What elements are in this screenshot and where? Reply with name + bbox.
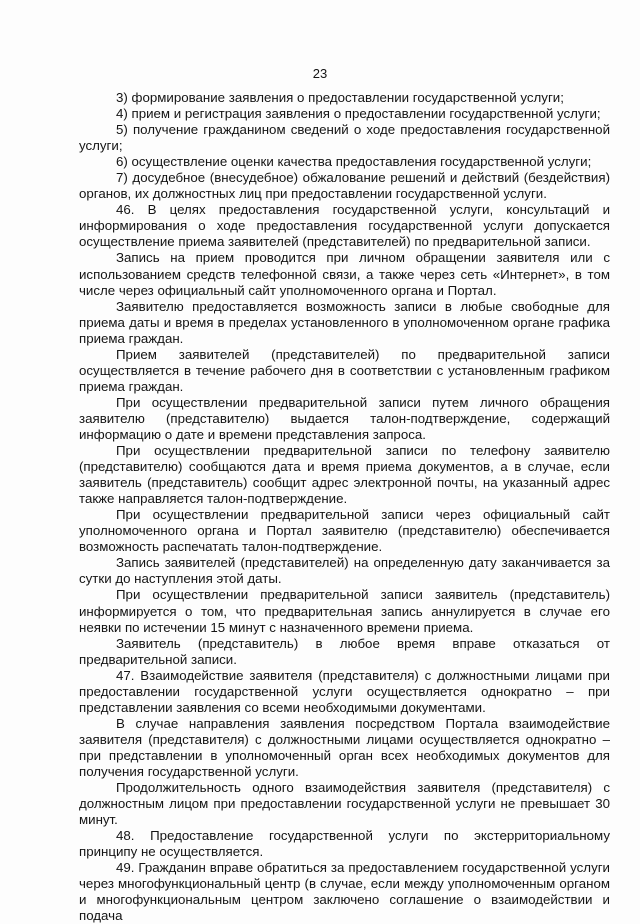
paragraph-by-phone: При осуществлении предварительной записи по телефону заявителю (представителю) сообщаются дата и время приема документов, а в случае, если заявитель (представитель) сообщит адрес электронной почты, на указанный адрес также направляется талон-подтверждение.: [79, 443, 610, 507]
paragraph-section-49: 49. Гражданин вправе обратиться за предоставлением государственной услуги через многофункциональный центр (в случае, если между уполномоченным органом и многофункциональным центром заключено соглашение о взаимодействии и подача: [79, 860, 610, 924]
paragraph-item-7: 7) досудебное (внесудебное) обжалование решений и действий (бездействия) органов, их должностных лиц при предоставлении государственной услуги.: [79, 170, 610, 202]
paragraph-reception-schedule: Прием заявителей (представителей) по предварительной записи осуществляется в течение рабочего дня в соответствии с установленным графиком приема граждан.: [79, 346, 610, 394]
paragraph-section-48: 48. Предоставление государственной услуги по экстерриториальному принципу не осуществляется.: [79, 828, 610, 860]
paragraph-via-portal: При осуществлении предварительной записи через официальный сайт уполномоченного органа и Портал заявителю (представителю) обеспечивается возможность распечатать талон-подтверждение.: [79, 507, 610, 555]
paragraph-no-show: При осуществлении предварительной записи заявитель (представитель) информируется о том, что предварительная запись аннулируется в случае его неявки по истечении 15 минут с назначенного времени приема.: [79, 587, 610, 635]
paragraph-item-3: 3) формирование заявления о предоставлении государственной услуги;: [116, 90, 564, 105]
paragraph-item-5: 5) получение гражданином сведений о ходе предоставления государственной услуги;: [79, 122, 610, 154]
paragraph-portal-interaction: В случае направления заявления посредством Портала взаимодействие заявителя (представителя) с должностными лицами осуществляется однократно – при представлении в уполномоченный орган всех необходимых документов для получения государственной услуги.: [79, 715, 610, 779]
paragraph-item-6: 6) осуществление оценки качества предоставления государственной услуги;: [116, 154, 592, 170]
document-body: [79, 90, 610, 924]
paragraph-appointment-availability: Заявителю предоставляется возможность записи в любые свободные для приема даты и время в пределах установленного в уполномоченном органе графика приема граждан.: [79, 298, 610, 346]
paragraph-booking-deadline: Запись заявителей (представителей) на определенную дату заканчивается за сутки до наступления этой даты.: [79, 555, 610, 587]
paragraph-appointment-methods: Запись на прием проводится при личном обращении заявителя или с использованием средств телефонной связи, а также через сеть «Интернет», в том числе через официальный сайт уполномоченного органа и Портал.: [79, 250, 610, 298]
paragraph-item-4: 4) прием и регистрация заявления о предоставлении государственной услуги;: [116, 106, 601, 122]
paragraph-section-47: 47. Взаимодействие заявителя (представителя) с должностными лицами при предоставлении государственной услуги осуществляется однократно – при представлении заявления со всеми необходимыми документами.: [79, 667, 610, 715]
paragraph-cancel: Заявитель (представитель) в любое время вправе отказаться от предварительной записи.: [79, 635, 610, 667]
page-number: 23: [312, 66, 328, 81]
paragraph-duration: Продолжительность одного взаимодействия заявителя (представителя) с должностным лицом при предоставлении государственной услуги не превышает 30 минут.: [79, 780, 610, 828]
paragraph-section-46: 46. В целях предоставления государственной услуги, консультаций и информирования о ходе предоставления государственной услуги допускается осуществление приема заявителей (представителей) по предварительной записи.: [79, 202, 610, 250]
paragraph-in-person: При осуществлении предварительной записи путем личного обращения заявителю (представителю) выдается талон-подтверждение, содержащий информацию о дате и времени представления запроса.: [79, 394, 610, 442]
